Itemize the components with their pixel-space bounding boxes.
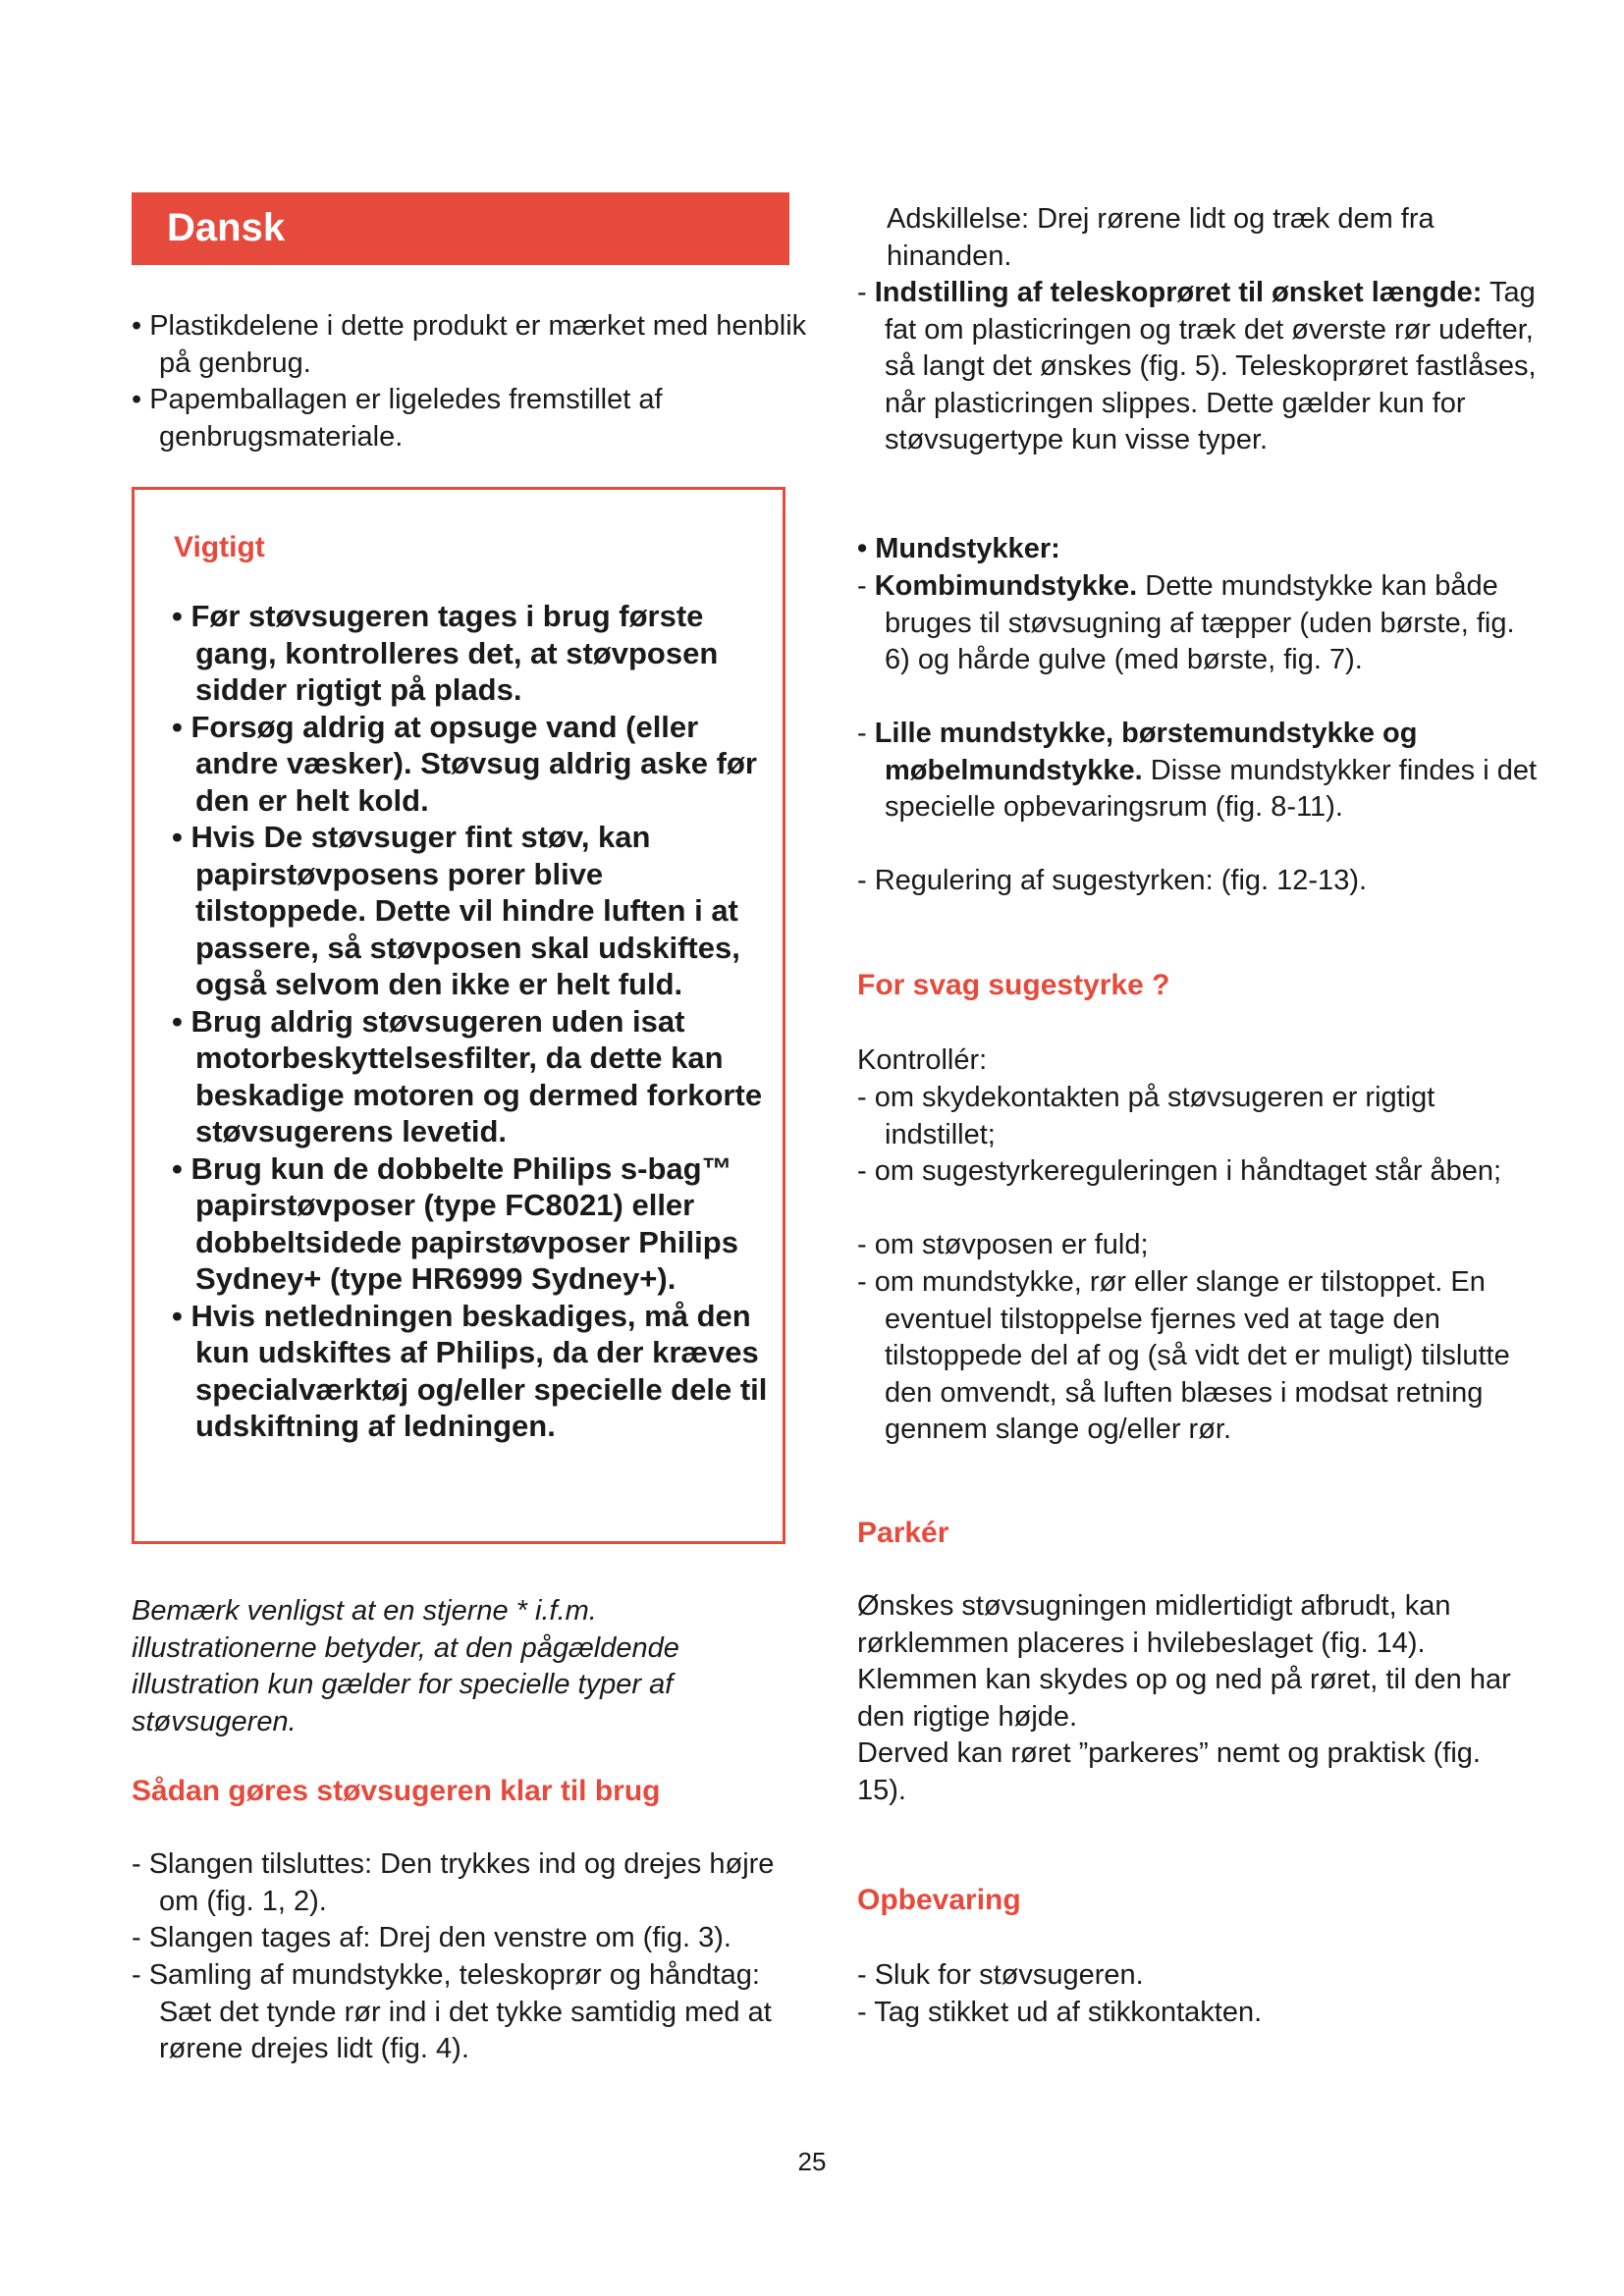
setup-item-text: Slangen tilsluttes: Den trykkes ind og drejes højre om (fig. 1, 2). (148, 1848, 775, 1917)
weak-item-text: om sugestyrkereguleringen i håndtaget står åben; (874, 1155, 1502, 1187)
storage-item: - Sluk for støvsugeren. (857, 1959, 1144, 1991)
asterisk-note: Bemærk venligst at en stjerne * i.f.m. illustrationerne betyder, at den pågældende illustration kun gælder for specielle typer af støvsugeren. (132, 1595, 679, 1737)
important-item: • Hvis De støvsuger fint støv, kan papirstøvposens porer blive tilstoppede. Dette vil hindre luften i at passere, så støvposen skal udskiftes, også selvom den ikke er helt fuld. (172, 820, 740, 1001)
important-item: • Forsøg aldrig at opsuge vand (eller andre væsker). Støvsug aldrig aske før den er helt kold. (172, 709, 757, 818)
setup-item: - Slangen tilsluttes: Den trykkes ind og drejes højre om (fig. 1, 2). (132, 1848, 775, 1917)
suction-item: - Regulering af sugestyrken: (fig. 12-13). (857, 865, 1368, 896)
important-title: Vigtigt (174, 531, 265, 563)
intro-text: Plastikdelene i dette produkt er mærket med henblik på genbrug. (149, 310, 807, 379)
important-item: • Brug aldrig støvsugeren uden isat motorbeskyttelsesfilter, da dette kan beskadige motoren og dermed forkorte støvsugerens levetid. (172, 1003, 763, 1148)
page-number: 25 (797, 2147, 827, 2176)
park-title: Parkér (857, 1517, 949, 1549)
park-text-1: Ønskes støvsugningen midlertidigt afbrudt, kan rørklemmen placeres i hvilebeslaget (fig. 14). Klemmen kan skydes op og ned på røret, til den har den rigtige højde. (857, 1590, 1511, 1733)
important-item-text: Forsøg aldrig at opsuge vand (eller andre væsker). Støvsug aldrig aske før den er helt kold. (190, 709, 757, 818)
small-nozzle-text: Disse mundstykker findes i det specielle opbevaringsrum (fig. 8-11). (885, 754, 1538, 823)
important-item-text: Brug aldrig støvsugeren uden isat motorbeskyttelsesfilter, da dette kan beskadige motoren og dermed forkorte støvsugerens levetid. (190, 1003, 763, 1148)
park-text-2: Derved kan røret ”parkeres” nemt og praktisk (fig. 15). (857, 1737, 1481, 1806)
weak-item-text: om mundstykke, rør eller slange er tilstoppet. En eventuel tilstoppelse fjernes ved at tage den tilstoppede del af og (så vidt det er muligt) tilslutte den omvendt, så luften blæses i modsat retning gennem slange og/eller rør. (874, 1266, 1510, 1445)
important-box (132, 487, 785, 1544)
setup-item: - Slangen tages af: Drej den venstre om (fig. 3). (132, 1922, 731, 1953)
combi-text: Dette mundstykke kan både bruges til støvsugning af tæpper (uden børste, fig. 6) og hårde gulve (med børste, fig. 7). (885, 570, 1515, 675)
weak-item: - om støvposen er fuld; (857, 1229, 1149, 1260)
telescope-bold: Indstilling af teleskoprøret til ønsket længde: (874, 277, 1483, 308)
combi-bold: Kombimundstykke. (874, 570, 1138, 602)
language-header (132, 192, 789, 265)
weak-item: - om mundstykke, rør eller slange er tilstoppet. En eventuel tilstoppelse fjernes ved at tage den tilstoppede del af og (så vidt det er muligt) tilslutte den omvendt, så luften blæses i modsat retning gennem slange og/eller rør. (857, 1266, 1510, 1445)
small-nozzle-bold: Lille mundstykke, børstemundstykke og møbelmundstykke. (874, 718, 1418, 786)
intro-text: Papemballagen er ligeledes fremstillet af genbrugsmateriale. (149, 384, 663, 453)
weak-suction-title: For svag sugestyrke ? (857, 969, 1170, 1001)
setup-item-text: Samling af mundstykke, teleskoprør og håndtag: Sæt det tynde rør ind i det tykke samtidig med at rørene drejes lidt (fig. 4). (148, 1959, 772, 2064)
storage-item-text: Sluk for støvsugeren. (874, 1959, 1144, 1991)
telescope-item: - Indstilling af teleskoprøret til ønsket længde: Tag fat om plasticringen og træk det øverste rør udefter, så langt det ønskes (fig. 5). Teleskoprøret fastlåses, når plasticringen slippes. Dette gælder kun for støvsugertype kun visse typer. (857, 277, 1537, 455)
important-item-text: Hvis netledningen beskadiges, må den kun udskiftes af Philips, da der kræves specialværktøj og/eller specielle dele til udskiftning af ledningen. (190, 1298, 768, 1443)
weak-intro: Kontrollér: (857, 1044, 988, 1076)
weak-item: - om sugestyrkereguleringen i håndtaget står åben; (857, 1155, 1502, 1187)
important-item-text: Før støvsugeren tages i brug første gang, kontrolleres det, at støvposen sidder rigtigt på plads. (190, 599, 719, 707)
intro-item: • Papemballagen er ligeledes fremstillet af genbrugsmateriale. (132, 384, 663, 453)
nozzles-heading-text: Mundstykker: (875, 533, 1060, 564)
setup-item-text: Slangen tages af: Drej den venstre om (fig. 3). (148, 1922, 731, 1953)
storage-title: Opbevaring (857, 1884, 1021, 1916)
important-item-text: Hvis De støvsuger fint støv, kan papirstøvposens porer blive tilstoppede. Dette vil hindre luften i at passere, så støvposen skal udskiftes, også selvom den ikke er helt fuld. (190, 820, 740, 1001)
important-item: • Før støvsugeren tages i brug første gang, kontrolleres det, at støvposen sidder rigtigt på plads. (172, 599, 719, 707)
storage-item: - Tag stikket ud af stikkontakten. (857, 1997, 1263, 2028)
important-item: • Hvis netledningen beskadiges, må den kun udskiftes af Philips, da der kræves specialværktøj og/eller specielle dele til udskiftning af ledningen. (172, 1298, 768, 1443)
combi-item: - Kombimundstykke. Dette mundstykke kan både bruges til støvsugning af tæpper (uden børste, fig. 6) og hårde gulve (med børste, fig. 7). (857, 570, 1515, 675)
setup-item: - Samling af mundstykke, teleskoprør og håndtag: Sæt det tynde rør ind i det tykke samtidig med at rørene drejes lidt (fig. 4). (132, 1959, 772, 2064)
important-list (172, 598, 771, 1445)
weak-item-text: om støvposen er fuld; (874, 1229, 1149, 1260)
important-item: • Brug kun de dobbelte Philips s-bag™ papirstøvposer (type FC8021) eller dobbeltsidede papirstøvposer Philips Sydney+ (type HR6999 Sydney+). (172, 1150, 738, 1296)
setup-title: Sådan gøres støvsugeren klar til brug (132, 1775, 661, 1807)
intro-item: • Plastikdelene i dette produkt er mærket med henblik på genbrug. (132, 310, 807, 379)
small-nozzle-item: - Lille mundstykke, børstemundstykke og møbelmundstykke. Disse mundstykker findes i det specielle opbevaringsrum (fig. 8-11). (857, 718, 1538, 823)
storage-item-text: Tag stikket ud af stikkontakten. (874, 1997, 1263, 2028)
weak-item-text: om skydekontakten på støvsugeren er rigtigt indstillet; (874, 1082, 1435, 1150)
language-title: Dansk (167, 206, 286, 249)
setup-continued: Adskillelse: Drej rørene lidt og træk dem fra hinanden. (887, 203, 1435, 272)
nozzles-heading: • Mundstykker: (857, 533, 1060, 564)
important-item-text: Brug kun de dobbelte Philips s-bag™ papirstøvposer (type FC8021) eller dobbeltsidede papirstøvposer Philips Sydney+ (type HR6999 Sydney+). (190, 1150, 738, 1296)
weak-item: - om skydekontakten på støvsugeren er rigtigt indstillet; (857, 1082, 1435, 1150)
suction-text: Regulering af sugestyrken: (fig. 12-13). (874, 865, 1368, 896)
telescope-text: Tag fat om plasticringen og træk det øverste rør udefter, så langt det ønskes (fig. 5). Teleskoprøret fastlåses, når plasticringen slippes. Dette gælder kun for støvsugertype kun visse typer. (885, 277, 1537, 455)
